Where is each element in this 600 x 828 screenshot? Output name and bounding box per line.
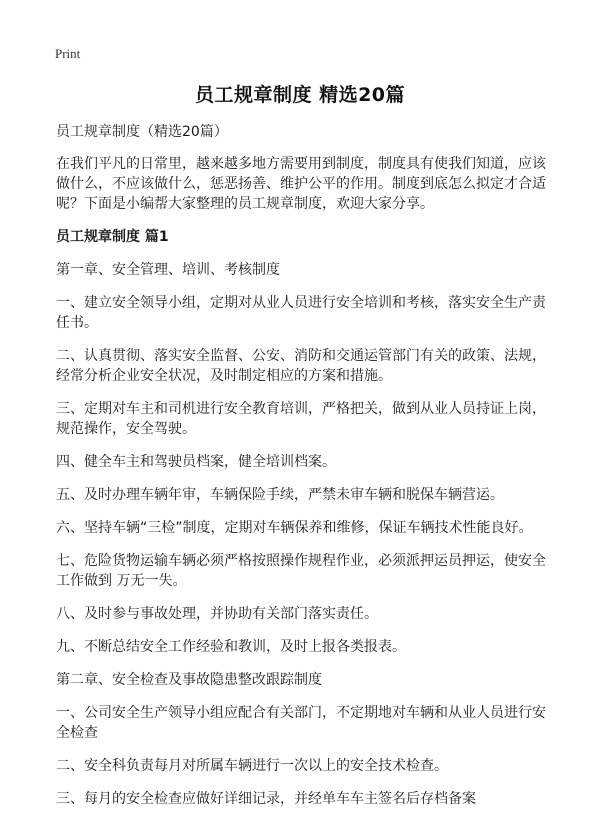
list-item: 三、定期对车主和司机进行安全教育培训，严格把关，做到从业人员持证上岗，规范操作，安全驾驶。 [56, 401, 546, 437]
print-link[interactable]: Print [55, 46, 81, 61]
page-title: 员工规章制度 精选20篇 [194, 84, 406, 106]
list-item: 八、及时参与事故处理，并协助有关部门落实责任。 [56, 606, 378, 622]
list-item: 六、坚持车辆“三检”制度，定期对车辆保养和维修，保证车辆技术性能良好。 [56, 520, 533, 536]
document-body [56, 122, 548, 822]
list-item: 九、不断总结安全工作经验和教训，及时上报各类报表。 [56, 639, 406, 655]
chapter-title: 第二章、安全检查及事故隐患整改跟踪制度 [56, 672, 322, 688]
list-item: 三、每月的安全检查应做好详细记录，并经单车车主签名后存档备案 [56, 791, 476, 807]
chapter-title: 第一章、安全管理、培训、考核制度 [56, 262, 280, 278]
list-item: 一、公司安全生产领导小组应配合有关部门，不定期地对车辆和从业人员进行安全检查 [56, 705, 546, 741]
list-item: 四、健全车主和驾驶员档案，健全培训档案。 [56, 454, 336, 470]
list-item: 二、安全科负责每月对所属车辆进行一次以上的安全技术检查。 [56, 758, 448, 774]
list-item: 五、及时办理车辆年审，车辆保险手续，严禁未审车辆和脱保车辆营运。 [56, 487, 504, 503]
section-heading: 员工规章制度 篇1 [56, 229, 169, 245]
list-item: 一、建立安全领导小组，定期对从业人员进行安全培训和考核，落实安全生产责任书。 [56, 295, 546, 331]
intro-paragraph: 在我们平凡的日常里，越来越多地方需要用到制度，制度具有使我们知道，应该做什么，不应该做什么，惩恶扬善、维护公平的作用。制度到底怎么拟定才合适呢？下面是小编帮大家整理的员工规章制度，欢迎大家分享。 [56, 156, 546, 212]
list-item: 七、危险货物运输车辆必须严格按照操作规程作业，必须派押运员押运，使安全工作做到 万无一失。 [56, 553, 546, 589]
document-subtitle: 员工规章制度（精选20篇） [56, 124, 228, 140]
list-item: 二、认真贯彻、落实安全监督、公安、消防和交通运管部门有关的政策、法规，经常分析企业安全状况，及时制定相应的方案和措施。 [56, 348, 546, 384]
